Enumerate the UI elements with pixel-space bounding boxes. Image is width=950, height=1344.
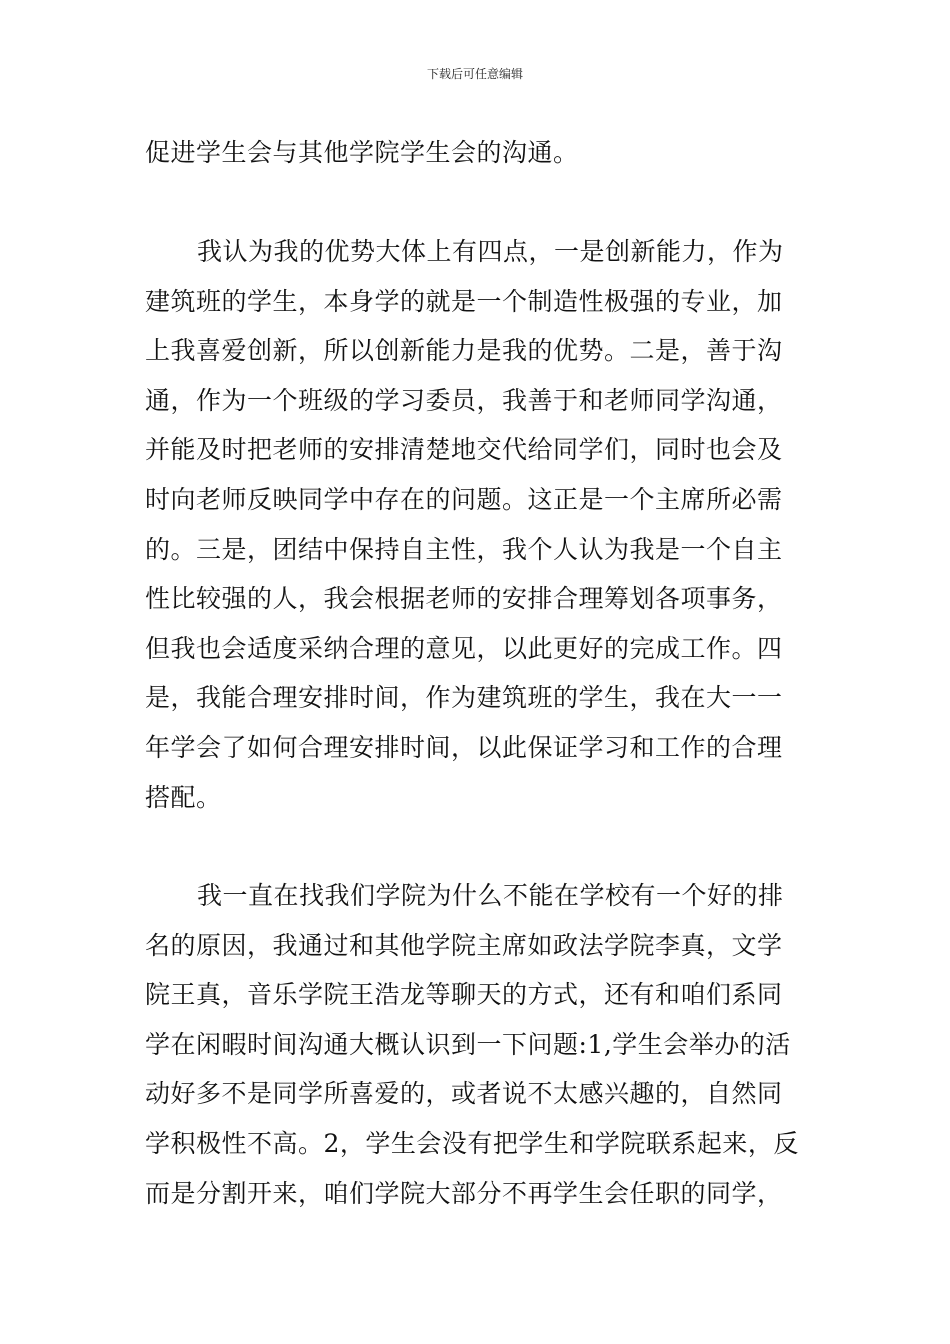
paragraph-2 <box>145 227 810 822</box>
text-line: 学积极性不高。2，学生会没有把学生和学院联系起来，反 <box>145 1128 799 1158</box>
text-line: 搭配。 <box>145 782 222 812</box>
text-line: 名的原因，我通过和其他学院主席如政法学院李真，文学 <box>145 930 783 960</box>
text-line: 上我喜爱创新，所以创新能力是我的优势。二是，善于沟 <box>145 336 783 366</box>
text-line: 院王真，音乐学院王浩龙等聊天的方式，还有和咱们系同 <box>145 980 783 1010</box>
text-line: 学在闲暇时间沟通大概认识到一下问题:1,学生会举办的活 <box>145 1029 791 1059</box>
paragraph-1 <box>145 128 810 178</box>
text-line: 我认为我的优势大体上有四点，一是创新能力，作为 <box>197 237 784 266</box>
text-line: 动好多不是同学所喜爱的，或者说不太感兴趣的，自然同 <box>145 1079 783 1109</box>
text-line: 时向老师反映同学中存在的问题。这正是一个主席所必需 <box>145 484 783 514</box>
paragraph-3 <box>145 871 810 1218</box>
page-header: 下载后可任意编辑 <box>426 67 523 81</box>
text-line: 年学会了如何合理安排时间，以此保证学习和工作的合理 <box>145 732 783 762</box>
text-line: 并能及时把老师的安排清楚地交代给同学们，同时也会及 <box>145 435 783 465</box>
text-line: 性比较强的人，我会根据老师的安排合理筹划各项事务， <box>145 584 783 614</box>
text-line: 通，作为一个班级的学习委员，我善于和老师同学沟通， <box>145 385 783 415</box>
text-line: 但我也会适度采纳合理的意见，以此更好的完成工作。四 <box>145 633 783 663</box>
text-line: 的。三是，团结中保持自主性，我个人认为我是一个自主 <box>145 534 783 564</box>
text-line: 而是分割开来，咱们学院大部分不再学生会任职的同学， <box>145 1178 783 1208</box>
text-line: 建筑班的学生，本身学的就是一个制造性极强的专业，加 <box>145 286 783 316</box>
text-line: 我一直在找我们学院为什么不能在学校有一个好的排 <box>197 881 784 910</box>
text-line: 促进学生会与其他学院学生会的沟通。 <box>145 138 579 167</box>
text-line: 是，我能合理安排时间，作为建筑班的学生，我在大一一 <box>145 683 783 713</box>
